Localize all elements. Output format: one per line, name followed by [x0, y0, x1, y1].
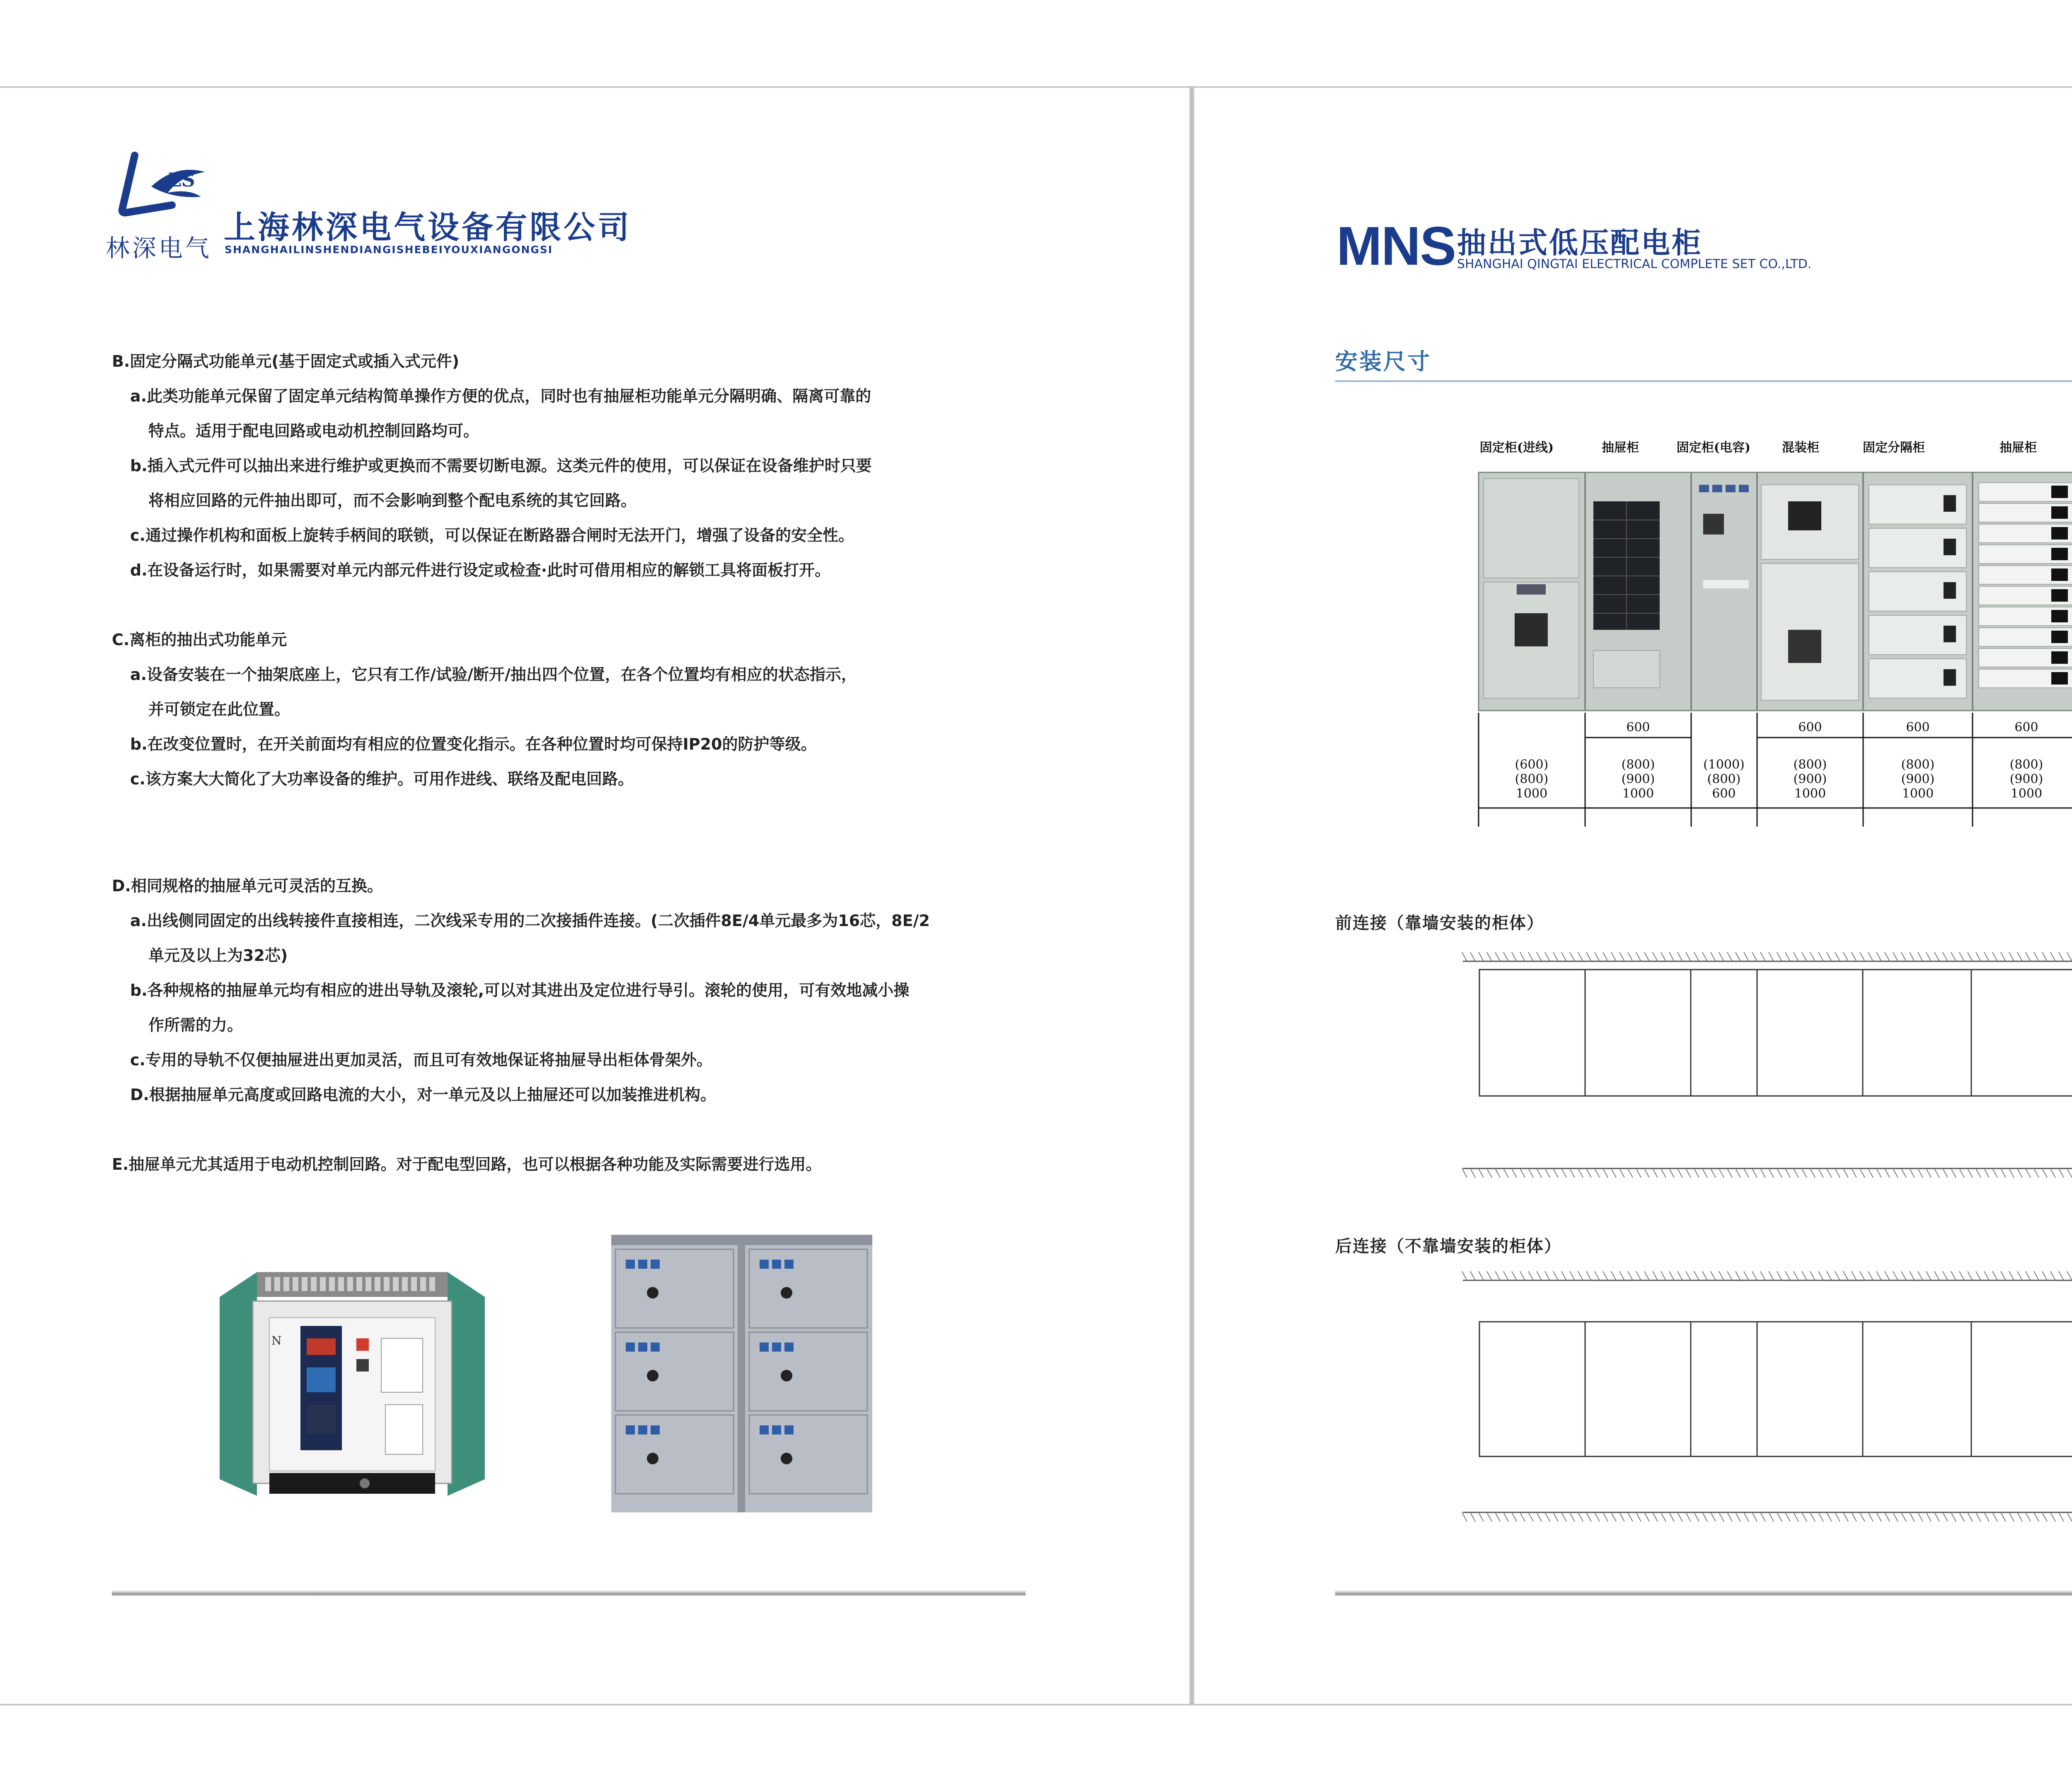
width-dim: (600)	[1515, 757, 1549, 772]
section-b-item-b: b.插入式元件可以抽出来进行维护或更换而不需要切断电源。这类元件的使用，可以保证在设备维护时只要	[130, 457, 872, 475]
cabinet-label: 抽屉柜	[1999, 440, 2037, 455]
front-connection-plan	[1459, 949, 2072, 1181]
section-d-item-a-cont: 单元及以上为32芯)	[148, 946, 288, 965]
section-b-item-a: a.此类功能单元保留了固定单元结构简单操作方便的优点，同时也有抽屉柜功能单元分隔明确、隔离可靠的	[130, 387, 871, 405]
section-c-item-a-cont: 并可锁定在此位置。	[148, 700, 290, 718]
section-d-item-b: b.各种规格的抽屉单元均有相应的进出导轨及滚轮,可以对其进出及定位进行导引。滚轮的使用，可有效地减小操	[130, 981, 910, 999]
brand-mns: MNS	[1336, 215, 1456, 276]
width-dim: 600	[1712, 786, 1736, 801]
width-dim: (800)	[1515, 772, 1549, 786]
width-dim: (800)	[1621, 757, 1655, 772]
cabinet-label: 固定分隔柜	[1863, 440, 1925, 455]
width-dim: 1000	[1902, 786, 1934, 801]
section-b-item-c: c.通过操作机构和面板上旋转手柄间的联锁，可以保证在断路器合闸时无法开门，增强了设备的安全性。	[130, 526, 854, 544]
width-dim: 1000	[1622, 786, 1654, 801]
top-width-dim: 600	[2014, 720, 2038, 735]
width-dim: (800)	[1901, 757, 1935, 772]
product-title-cn: 抽出式低压配电柜	[1457, 226, 1702, 260]
features-text	[112, 344, 1044, 1182]
install-title-rule	[1335, 380, 2072, 382]
section-b-item-d: d.在设备运行时，如果需要对单元内部元件进行设定或检查·此时可借用相应的解锁工具将面板打开。	[130, 561, 831, 579]
top-width-dim: 600	[1906, 720, 1930, 735]
company-logo-icon	[106, 147, 213, 234]
section-c-item-c: c.该方案大大简化了大功率设备的维护。可用作进线、联络及配电回路。	[130, 770, 634, 788]
section-d-item-c: c.专用的导轨不仅便抽屉进出更加灵活，而且可有效地保证将抽屉导出柜体骨架外。	[130, 1051, 712, 1069]
width-dim: (1000)	[1703, 757, 1745, 772]
section-c-item-b: b.在改变位置时，在开关前面均有相应的位置变化指示。在各种位置时均可保持IP20的防护等级。	[130, 735, 817, 753]
top-width-dim: 600	[1798, 720, 1822, 735]
section-d-item-a: a.出线侧同固定的出线转接件直接相连，二次线采专用的二次接插件连接。(二次插件8E/4单元最多为16芯，8E/2	[130, 912, 930, 930]
width-dim: (800)	[2009, 757, 2043, 772]
width-dim: (900)	[2009, 772, 2043, 786]
install-dimensions-title: 安装尺寸	[1335, 348, 1431, 375]
rear-connection-plan	[1459, 1268, 2072, 1525]
width-dim: (900)	[1621, 772, 1655, 786]
section-d-item-b-cont: 作所需的力。	[148, 1016, 243, 1034]
left-footer-rule	[112, 1590, 1026, 1596]
section-c-item-a: a.设备安装在一个抽架底座上，它只有工作/试验/断开/抽出四个位置，在各个位置均有相应的状态指示，	[130, 665, 857, 684]
front-connection-title: 前连接（靠墙安装的柜体）	[1335, 914, 1544, 933]
width-dim: 1000	[1794, 786, 1826, 801]
width-dim: (900)	[1793, 772, 1827, 786]
logo-subtitle: 林深电气	[106, 234, 212, 262]
cabinet-label: 抽屉柜	[1602, 440, 1639, 455]
section-b-item-a-cont: 特点。适用于配电回路或电动机控制回路均可。	[148, 422, 479, 440]
logo-mark-text: LS	[168, 169, 195, 191]
section-e-heading: E.抽屉单元尤其适用于电动机控制回路。对于配电型回路，也可以根据各种功能及实际需要进行选用。	[112, 1155, 822, 1173]
cabinet-photo-image	[607, 1222, 876, 1517]
section-c-heading: C.离柜的抽出式功能单元	[112, 631, 287, 649]
width-dim: 1000	[1515, 786, 1548, 801]
section-b-item-b-cont: 将相应回路的元件抽出即可，而不会影响到整个配电系统的其它回路。	[148, 491, 637, 510]
company-name-en: SHANGHAILINSHENDIANGISHEBEIYOUXIANGONGSI	[225, 244, 553, 256]
cabinet-label: 固定柜(进线)	[1479, 440, 1554, 455]
section-d-heading: D.相同规格的抽屉单元可灵活的互换。	[112, 877, 383, 895]
cabinet-label: 混装柜	[1782, 440, 1819, 455]
width-dim: 1000	[2010, 786, 2043, 801]
rear-connection-title: 后连接（不靠墙安装的柜体）	[1335, 1237, 1561, 1256]
width-dim: (800)	[1793, 757, 1827, 772]
product-title-en: SHANGHAI QINGTAI ELECTRICAL COMPLETE SET CO.,LTD.	[1457, 257, 1812, 271]
right-footer-rule	[1335, 1590, 2072, 1596]
width-dim: (900)	[1901, 772, 1935, 786]
cabinet-label: 固定柜(电容)	[1676, 440, 1751, 455]
cabinet-elevation-diagram	[1438, 431, 2072, 837]
top-width-dim: 600	[1626, 720, 1650, 735]
company-name-cn: 上海林深电气设备有限公司	[224, 209, 632, 246]
circuit-breaker-image	[203, 1247, 501, 1517]
breaker-label: N	[271, 1334, 282, 1347]
width-dim: (800)	[1707, 772, 1741, 786]
section-d-item-d: D.根据抽屉单元高度或回路电流的大小，对一单元及以上抽屉还可以加装推进机构。	[130, 1086, 716, 1104]
section-b-heading: B.固定分隔式功能单元(基于固定式或插入式元件)	[112, 352, 460, 370]
